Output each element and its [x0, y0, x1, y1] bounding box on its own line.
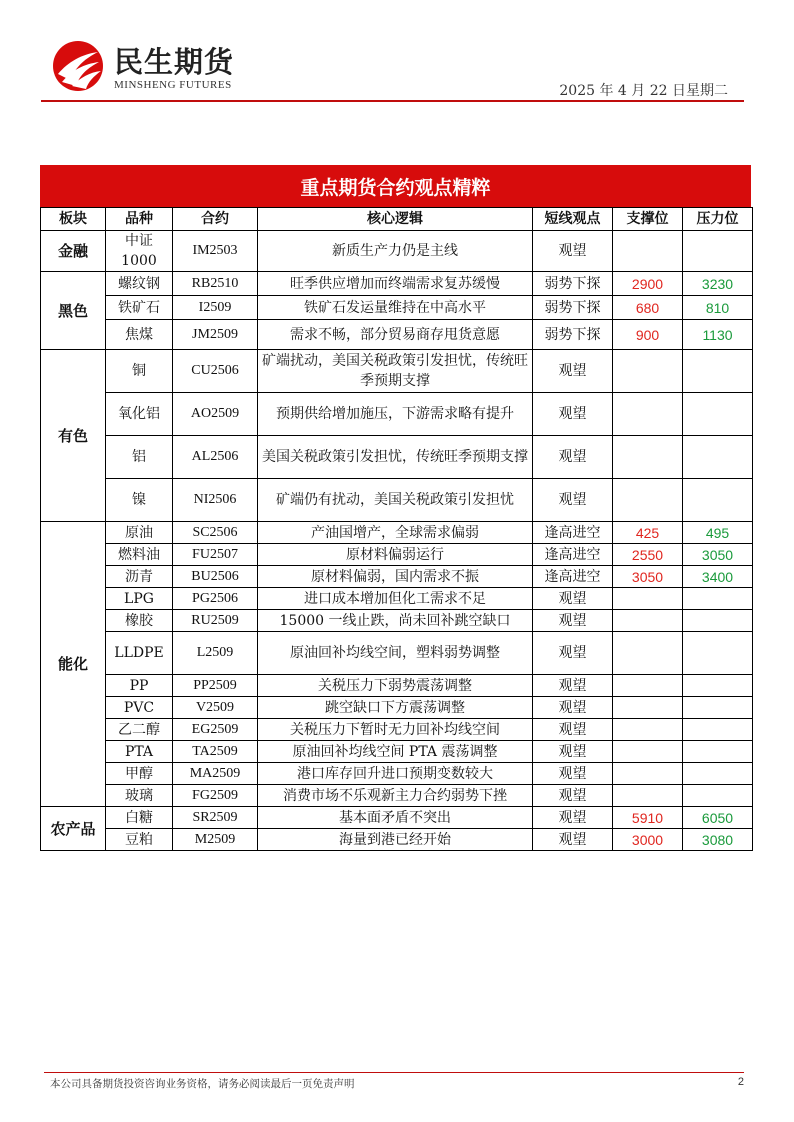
- report-date: 2025 年 4 月 22 日星期二: [559, 83, 728, 99]
- support-cell: [613, 741, 683, 763]
- table-row: [41, 807, 753, 829]
- table-row: [41, 231, 753, 272]
- view-cell: 观望: [533, 675, 613, 697]
- resistance-cell: 3400: [683, 566, 753, 588]
- logic-cell: 原油回补均线空间，塑料弱势调整: [258, 632, 533, 675]
- support-cell: [613, 763, 683, 785]
- variety-cell: 橡胶: [106, 610, 173, 632]
- view-cell: 观望: [533, 350, 613, 393]
- resistance-cell: [683, 697, 753, 719]
- variety-cell: 甲醇: [106, 763, 173, 785]
- col-header-resistance: 压力位: [683, 208, 753, 231]
- contract-cell: EG2509: [173, 719, 258, 741]
- view-cell: 弱势下探: [533, 296, 613, 320]
- logic-cell: 消费市场不乐观新主力合约弱势下挫: [258, 785, 533, 807]
- table-row: [41, 436, 753, 479]
- resistance-cell: [683, 719, 753, 741]
- header-divider: [41, 100, 744, 102]
- logic-cell: 进口成本增加但化工需求不足: [258, 588, 533, 610]
- logic-cell: 15000 一线止跌，尚未回补跳空缺口: [258, 610, 533, 632]
- table-title: 重点期货合约观点精粹: [40, 165, 751, 207]
- resistance-cell: 3080: [683, 829, 753, 851]
- sector-cell: 有色: [41, 350, 106, 522]
- variety-cell: PP: [106, 675, 173, 697]
- table-row: [41, 479, 753, 522]
- table-row: [41, 763, 753, 785]
- contract-cell: M2509: [173, 829, 258, 851]
- logic-cell: 铁矿石发运量维持在中高水平: [258, 296, 533, 320]
- support-cell: 3050: [613, 566, 683, 588]
- view-cell: 观望: [533, 632, 613, 675]
- variety-cell: 焦煤: [106, 320, 173, 350]
- support-cell: [613, 785, 683, 807]
- col-header-contract: 合约: [173, 208, 258, 231]
- logic-cell: 产油国增产，全球需求偏弱: [258, 522, 533, 544]
- sector-cell: 能化: [41, 522, 106, 807]
- resistance-cell: [683, 785, 753, 807]
- support-cell: 680: [613, 296, 683, 320]
- logic-cell: 新质生产力仍是主线: [258, 231, 533, 272]
- col-header-support: 支撑位: [613, 208, 683, 231]
- resistance-cell: [683, 632, 753, 675]
- support-cell: [613, 479, 683, 522]
- resistance-cell: 3050: [683, 544, 753, 566]
- view-cell: 逢高进空: [533, 566, 613, 588]
- variety-cell: 乙二醇: [106, 719, 173, 741]
- variety-cell: 中证1000: [106, 231, 173, 272]
- variety-cell: PVC: [106, 697, 173, 719]
- view-cell: 逢高进空: [533, 544, 613, 566]
- variety-cell: 原油: [106, 522, 173, 544]
- table-row: [41, 393, 753, 436]
- variety-cell: 螺纹钢: [106, 272, 173, 296]
- contract-cell: I2509: [173, 296, 258, 320]
- logic-cell: 原油回补均线空间 PTA 震荡调整: [258, 741, 533, 763]
- view-cell: 观望: [533, 393, 613, 436]
- contract-cell: JM2509: [173, 320, 258, 350]
- support-cell: 425: [613, 522, 683, 544]
- resistance-cell: [683, 231, 753, 272]
- resistance-cell: [683, 610, 753, 632]
- table-row: [41, 588, 753, 610]
- support-cell: [613, 719, 683, 741]
- resistance-cell: [683, 393, 753, 436]
- footer-disclaimer: 本公司具备期货投资咨询业务资格，请务必阅读最后一页免责声明: [50, 1078, 355, 1090]
- logic-cell: 海量到港已经开始: [258, 829, 533, 851]
- view-cell: 弱势下探: [533, 320, 613, 350]
- support-cell: [613, 393, 683, 436]
- table-row: [41, 296, 753, 320]
- table-row: [41, 610, 753, 632]
- page-number: 2: [737, 1076, 744, 1088]
- variety-cell: 沥青: [106, 566, 173, 588]
- logic-cell: 关税压力下弱势震荡调整: [258, 675, 533, 697]
- view-cell: 观望: [533, 719, 613, 741]
- resistance-cell: 6050: [683, 807, 753, 829]
- support-cell: [613, 632, 683, 675]
- contract-cell: NI2506: [173, 479, 258, 522]
- sector-cell: 金融: [41, 231, 106, 272]
- support-cell: 3000: [613, 829, 683, 851]
- table-row: [41, 320, 753, 350]
- variety-cell: 白糖: [106, 807, 173, 829]
- logic-cell: 关税压力下暂时无力回补均线空间: [258, 719, 533, 741]
- variety-cell: 玻璃: [106, 785, 173, 807]
- contract-cell: AL2506: [173, 436, 258, 479]
- variety-cell: 铜: [106, 350, 173, 393]
- support-cell: [613, 588, 683, 610]
- table-row: [41, 829, 753, 851]
- variety-cell: 氧化铝: [106, 393, 173, 436]
- resistance-cell: [683, 479, 753, 522]
- variety-cell: 豆粕: [106, 829, 173, 851]
- view-cell: 逢高进空: [533, 522, 613, 544]
- table-row: [41, 632, 753, 675]
- logic-cell: 预期供给增加施压，下游需求略有提升: [258, 393, 533, 436]
- contract-cell: L2509: [173, 632, 258, 675]
- logic-cell: 需求不畅，部分贸易商存甩货意愿: [258, 320, 533, 350]
- contract-cell: MA2509: [173, 763, 258, 785]
- contract-cell: AO2509: [173, 393, 258, 436]
- support-cell: [613, 697, 683, 719]
- table-header-row: [41, 208, 753, 231]
- variety-cell: LLDPE: [106, 632, 173, 675]
- page-header: [44, 36, 744, 102]
- contract-cell: SC2506: [173, 522, 258, 544]
- variety-cell: 铁矿石: [106, 296, 173, 320]
- col-header-sector: 板块: [41, 208, 106, 231]
- brand-name-en: MINSHENG FUTURES: [114, 79, 232, 91]
- contract-cell: BU2506: [173, 566, 258, 588]
- view-cell: 观望: [533, 231, 613, 272]
- minsheng-logo-icon: [52, 40, 104, 92]
- support-cell: [613, 350, 683, 393]
- contract-cell: PG2506: [173, 588, 258, 610]
- table-row: [41, 522, 753, 544]
- view-cell: 观望: [533, 479, 613, 522]
- resistance-cell: 495: [683, 522, 753, 544]
- table-row: [41, 785, 753, 807]
- support-cell: 2550: [613, 544, 683, 566]
- logic-cell: 原材料偏弱运行: [258, 544, 533, 566]
- table-row: [41, 566, 753, 588]
- contract-cell: CU2506: [173, 350, 258, 393]
- contract-cell: IM2503: [173, 231, 258, 272]
- col-header-logic: 核心逻辑: [258, 208, 533, 231]
- table-row: [41, 675, 753, 697]
- view-cell: 观望: [533, 610, 613, 632]
- resistance-cell: 810: [683, 296, 753, 320]
- variety-cell: 铝: [106, 436, 173, 479]
- resistance-cell: [683, 436, 753, 479]
- footer-divider: [44, 1072, 744, 1073]
- support-cell: 900: [613, 320, 683, 350]
- resistance-cell: 1130: [683, 320, 753, 350]
- resistance-cell: [683, 741, 753, 763]
- contract-cell: TA2509: [173, 741, 258, 763]
- view-cell: 观望: [533, 785, 613, 807]
- table-row: [41, 719, 753, 741]
- logic-cell: 旺季供应增加而终端需求复苏缓慢: [258, 272, 533, 296]
- view-cell: 观望: [533, 763, 613, 785]
- logic-cell: 原材料偏弱，国内需求不振: [258, 566, 533, 588]
- table-row: [41, 544, 753, 566]
- support-cell: 5910: [613, 807, 683, 829]
- brand-name-cn: 民生期货: [114, 45, 235, 79]
- contract-cell: FU2507: [173, 544, 258, 566]
- contract-cell: RB2510: [173, 272, 258, 296]
- view-cell: 观望: [533, 697, 613, 719]
- table-row: [41, 741, 753, 763]
- contract-cell: SR2509: [173, 807, 258, 829]
- futures-view-table: [40, 207, 753, 851]
- col-header-view: 短线观点: [533, 208, 613, 231]
- contract-cell: FG2509: [173, 785, 258, 807]
- contract-cell: PP2509: [173, 675, 258, 697]
- view-cell: 弱势下探: [533, 272, 613, 296]
- logic-cell: 美国关税政策引发担忧，传统旺季预期支撑: [258, 436, 533, 479]
- support-cell: 2900: [613, 272, 683, 296]
- logic-cell: 跳空缺口下方震荡调整: [258, 697, 533, 719]
- support-cell: [613, 436, 683, 479]
- sector-cell: 黑色: [41, 272, 106, 350]
- logic-cell: 矿端仍有扰动，美国关税政策引发担忧: [258, 479, 533, 522]
- variety-cell: PTA: [106, 741, 173, 763]
- col-header-variety: 品种: [106, 208, 173, 231]
- table-row: [41, 272, 753, 296]
- table-row: [41, 697, 753, 719]
- view-cell: 观望: [533, 588, 613, 610]
- table-row: [41, 350, 753, 393]
- resistance-cell: [683, 350, 753, 393]
- logic-cell: 基本面矛盾不突出: [258, 807, 533, 829]
- view-cell: 观望: [533, 436, 613, 479]
- view-cell: 观望: [533, 807, 613, 829]
- contract-cell: V2509: [173, 697, 258, 719]
- support-cell: [613, 610, 683, 632]
- variety-cell: LPG: [106, 588, 173, 610]
- view-cell: 观望: [533, 741, 613, 763]
- contract-cell: RU2509: [173, 610, 258, 632]
- resistance-cell: [683, 763, 753, 785]
- support-cell: [613, 675, 683, 697]
- sector-cell: 农产品: [41, 807, 106, 851]
- variety-cell: 燃料油: [106, 544, 173, 566]
- resistance-cell: [683, 675, 753, 697]
- resistance-cell: [683, 588, 753, 610]
- logic-cell: 矿端扰动，美国关税政策引发担忧，传统旺季预期支撑: [258, 350, 533, 393]
- logic-cell: 港口库存回升进口预期变数较大: [258, 763, 533, 785]
- resistance-cell: 3230: [683, 272, 753, 296]
- view-cell: 观望: [533, 829, 613, 851]
- variety-cell: 镍: [106, 479, 173, 522]
- support-cell: [613, 231, 683, 272]
